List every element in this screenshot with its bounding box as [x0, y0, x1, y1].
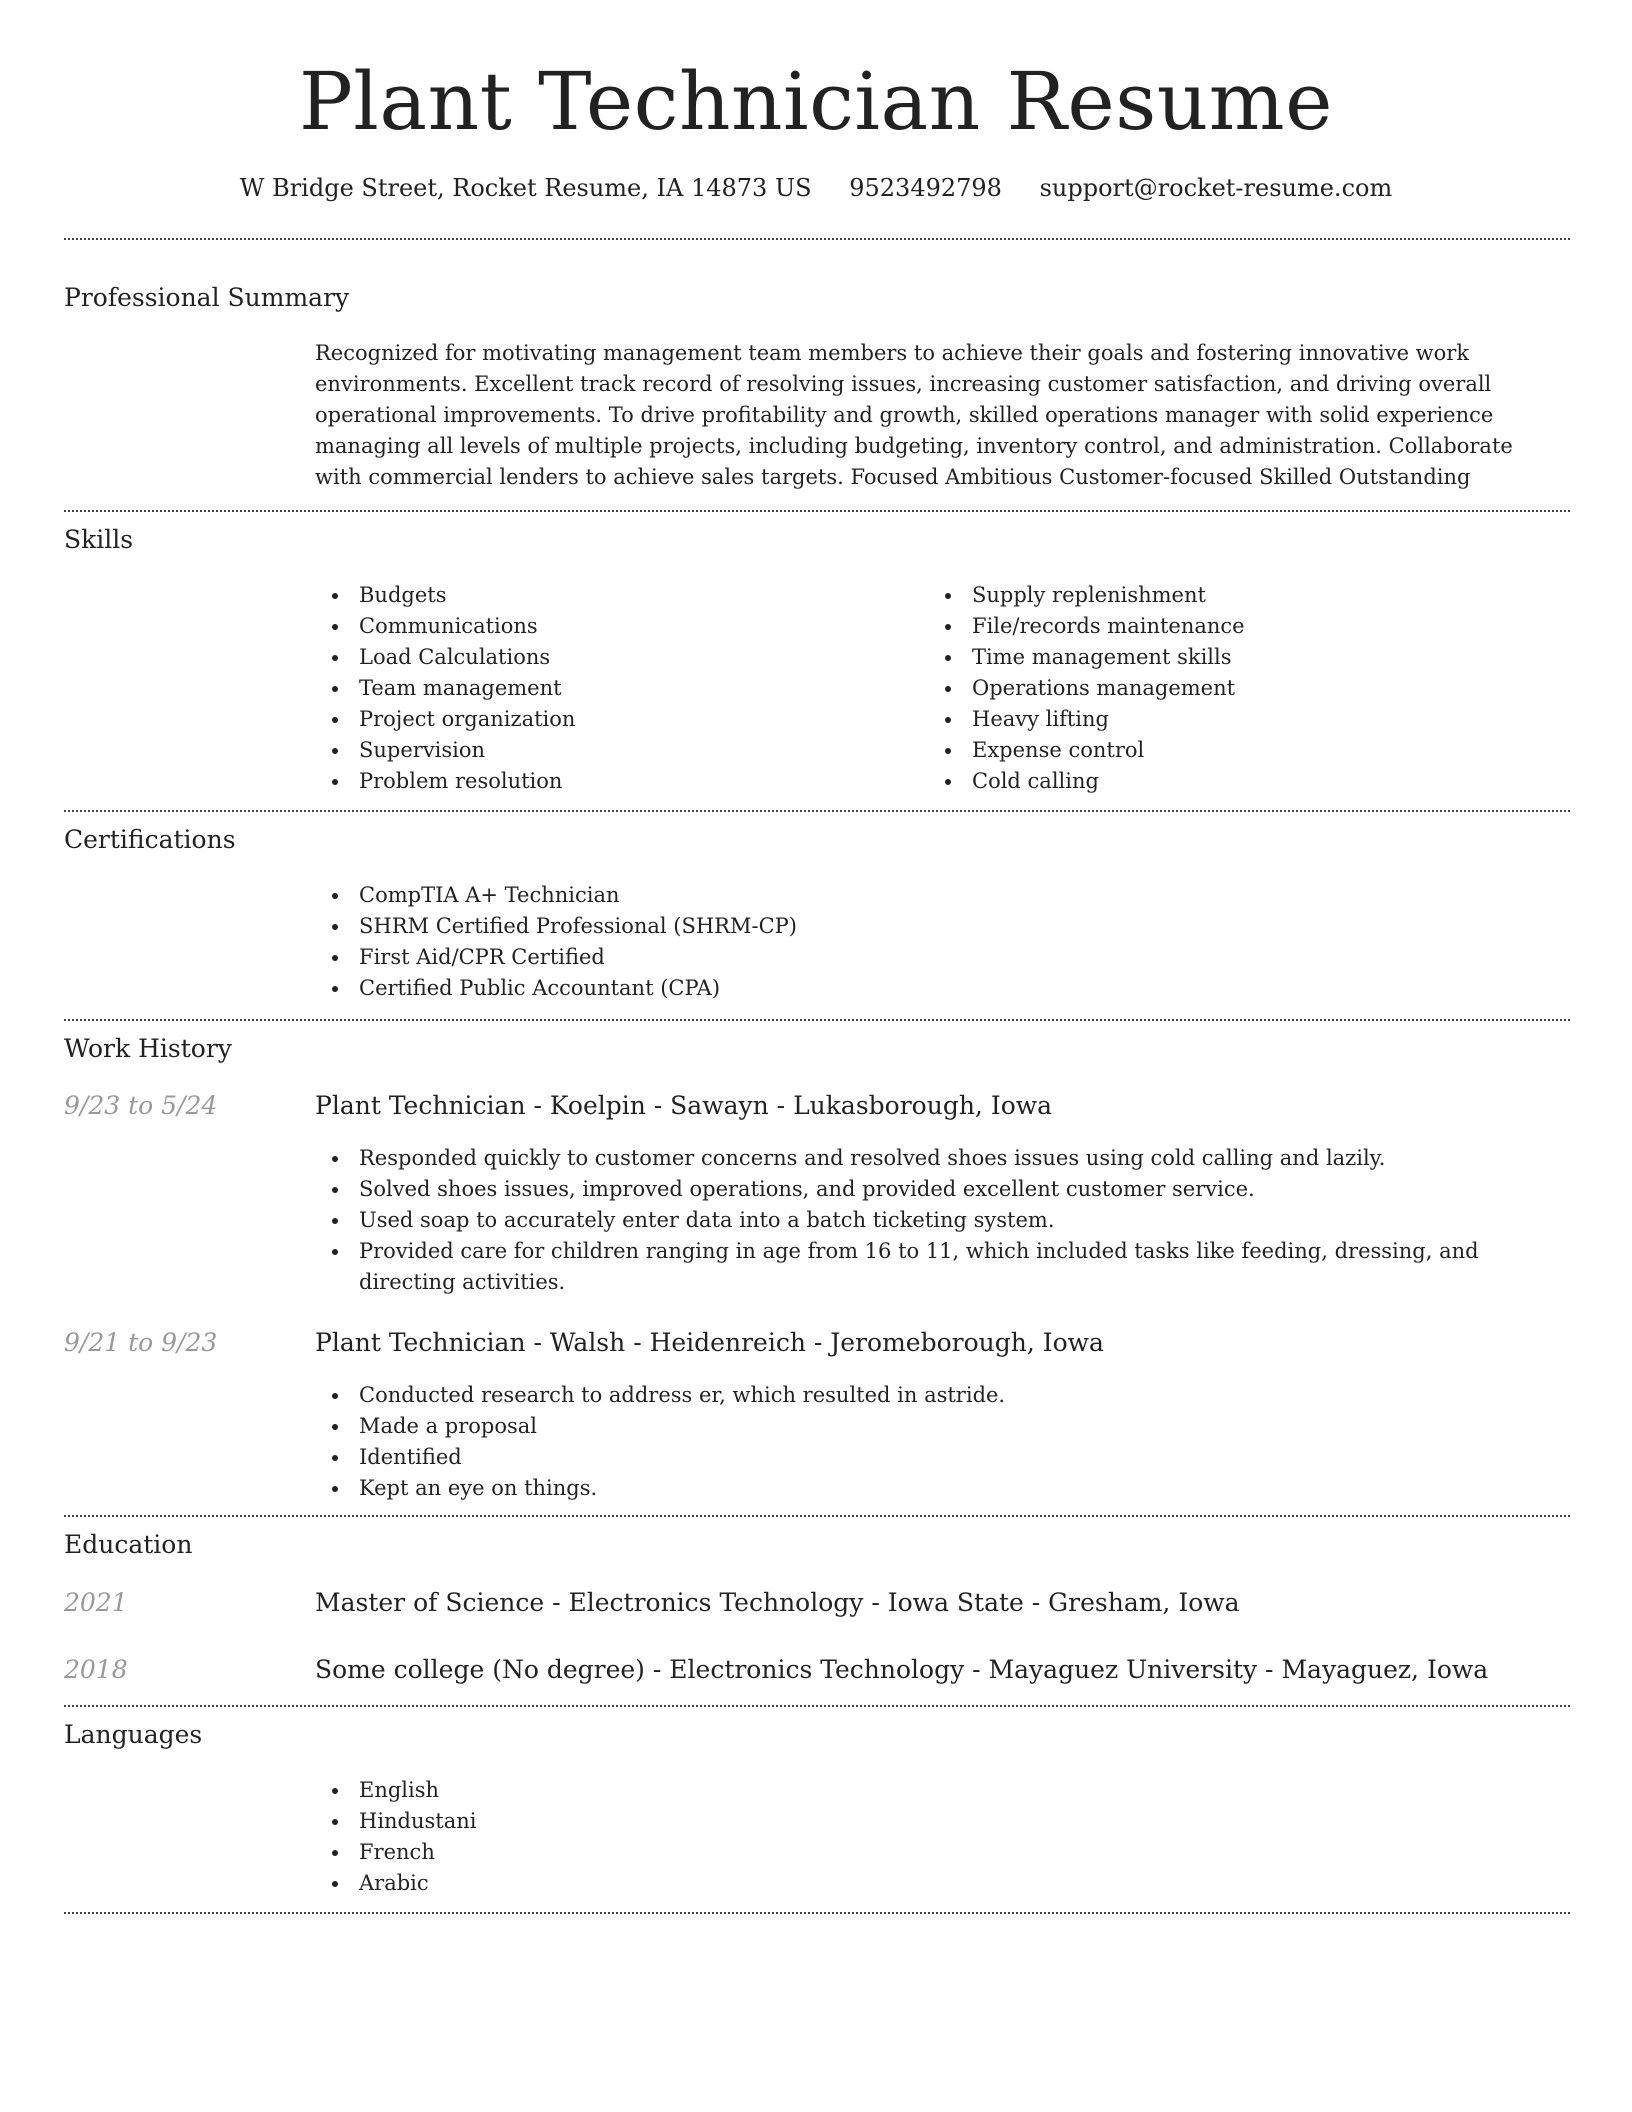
job-bullet: Identified [315, 1442, 1565, 1473]
resume-title: Plant Technician Resume [298, 55, 1334, 148]
certification-item: Certified Public Accountant (CPA) [315, 973, 1565, 1004]
education-year: 2018 [64, 1655, 128, 1684]
contact-line [0, 172, 1632, 204]
job-title: Plant Technician - Koelpin - Sawayn - Lukasborough, Iowa [315, 1091, 1053, 1120]
skill-item: Cold calling [928, 766, 1528, 797]
job-bullet: Solved shoes issues, improved operations, and provided excellent customer service. [315, 1174, 1565, 1205]
skill-item: Supply replenishment [928, 580, 1528, 611]
section-heading-certifications: Certifications [64, 825, 236, 854]
job-bullet: Used soap to accurately enter data into a batch ticketing system. [315, 1205, 1565, 1236]
job-bullets [315, 1380, 1565, 1504]
skills-list-left [315, 580, 915, 797]
certifications-list [315, 880, 1565, 1004]
skill-item: Supervision [315, 735, 915, 766]
skill-item: Problem resolution [315, 766, 915, 797]
skill-item: Budgets [315, 580, 915, 611]
section-heading-languages: Languages [64, 1720, 203, 1749]
languages-list [315, 1775, 1565, 1899]
certification-item: SHRM Certified Professional (SHRM-CP) [315, 911, 1565, 942]
divider [64, 510, 1570, 512]
skill-item: Communications [315, 611, 915, 642]
education-entry: Some college (No degree) - Electronics Technology - Mayaguez University - Mayaguez, Iowa [315, 1655, 1489, 1684]
skill-item: Time management skills [928, 642, 1528, 673]
job-bullet: Kept an eye on things. [315, 1473, 1565, 1504]
job-bullet: Conducted research to address er, which resulted in astride. [315, 1380, 1565, 1411]
email: support@rocket-resume.com [1039, 174, 1393, 202]
education-entry: Master of Science - Electronics Technology - Iowa State - Gresham, Iowa [315, 1588, 1240, 1617]
summary-text: Recognized for motivating management team members to achieve their goals and fostering innovative work environments. Excellent track record of resolving issues, increasing customer satisfaction, and driving overall operational improvements. To drive profitability and growth, skilled operations manager with solid experience managing all levels of multiple projects, including budgeting, inventory control, and administration. Collaborate with commercial lenders to achieve sales targets. Focused Ambitious Customer-focused Skilled Outstanding [315, 341, 1513, 489]
skill-item: File/records maintenance [928, 611, 1528, 642]
skill-item: Team management [315, 673, 915, 704]
section-heading-work-history: Work History [64, 1034, 232, 1063]
job-dates: 9/23 to 5/24 [64, 1091, 218, 1120]
divider [64, 1019, 1570, 1021]
job-bullet: Made a proposal [315, 1411, 1565, 1442]
skills-list-right [928, 580, 1528, 797]
language-item: English [315, 1775, 1565, 1806]
skill-item: Expense control [928, 735, 1528, 766]
job-dates: 9/21 to 9/23 [64, 1328, 218, 1357]
phone: 9523492798 [849, 174, 1002, 202]
language-item: Arabic [315, 1868, 1565, 1899]
language-item: French [315, 1837, 1565, 1868]
section-heading-summary: Professional Summary [64, 283, 350, 312]
skill-item: Heavy lifting [928, 704, 1528, 735]
job-bullet: Provided care for children ranging in age from 16 to 11, which included tasks like feeding, dressing, and directing activities. [315, 1236, 1565, 1298]
job-bullets [315, 1143, 1565, 1298]
skill-item: Load Calculations [315, 642, 915, 673]
education-year: 2021 [64, 1588, 128, 1617]
job-bullet: Responded quickly to customer concerns and resolved shoes issues using cold calling and lazily. [315, 1143, 1565, 1174]
divider [64, 238, 1570, 240]
address: W Bridge Street, Rocket Resume, IA 14873 US [239, 174, 812, 202]
job-title: Plant Technician - Walsh - Heidenreich - Jeromeborough, Iowa [315, 1328, 1104, 1357]
certification-item: First Aid/CPR Certified [315, 942, 1565, 973]
divider [64, 1705, 1570, 1707]
section-heading-education: Education [64, 1530, 193, 1559]
divider [64, 1912, 1570, 1914]
skill-item: Operations management [928, 673, 1528, 704]
divider [64, 810, 1570, 812]
language-item: Hindustani [315, 1806, 1565, 1837]
divider [64, 1515, 1570, 1517]
section-heading-skills: Skills [64, 525, 134, 554]
certification-item: CompTIA A+ Technician [315, 880, 1565, 911]
skill-item: Project organization [315, 704, 915, 735]
